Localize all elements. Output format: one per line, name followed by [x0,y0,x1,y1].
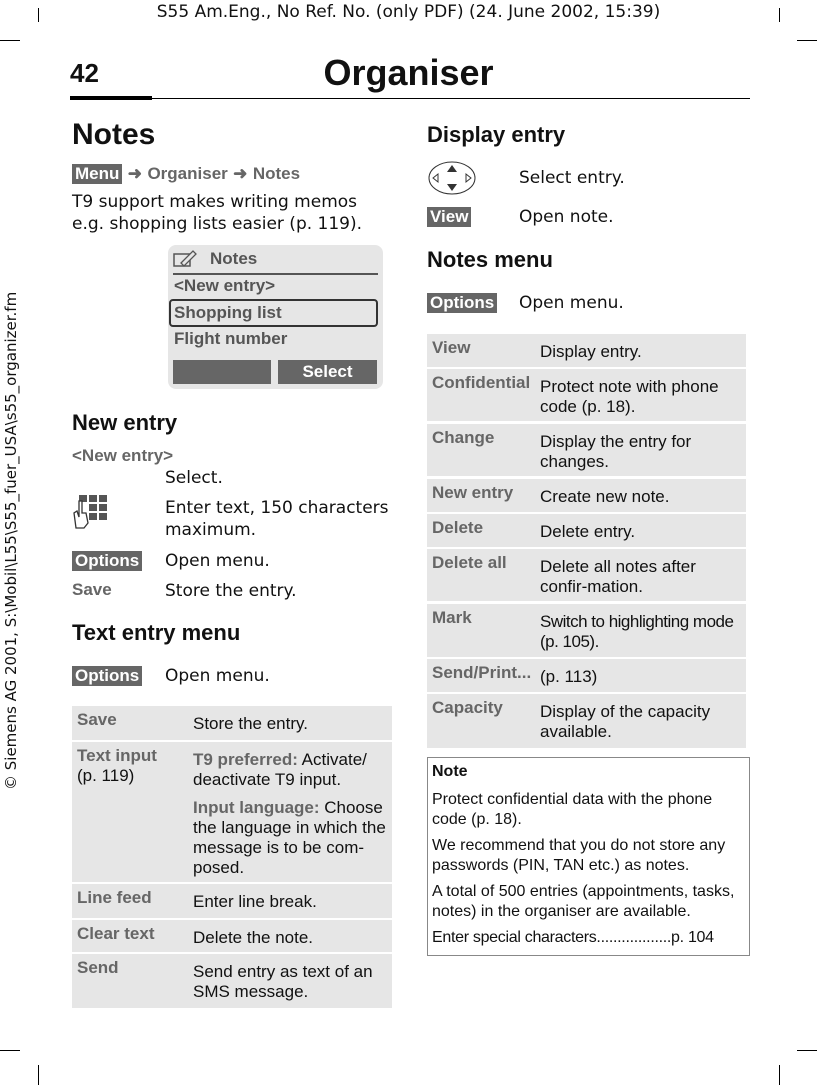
option-label: Input language: [193,798,320,817]
table-row [427,604,746,657]
softkey-left [173,360,271,384]
row-label: Line feed [77,888,152,907]
row-label: Change [432,428,495,447]
note-title: Note [432,763,468,780]
display-item: Shopping list [174,303,282,322]
note-paragraph: A total of 500 entries (appointments, tasks, notes) in the organiser are available. [432,883,735,920]
side-copyright [0,0,30,1087]
table-row [72,706,392,740]
table-row [427,479,746,512]
path-step: Organiser [147,164,228,183]
crop-mark [797,40,817,41]
display-title: Notes [210,249,258,268]
view-key: View [427,207,471,227]
row-label: Delete all [432,553,507,572]
header-rule [70,98,750,99]
crop-mark [38,1065,39,1085]
row-desc: Delete the note. [193,928,314,947]
row-label: Clear text [77,924,155,943]
note-paragraph: Enter special characters..................p. 104 [432,929,714,946]
row-label: Save [77,710,117,729]
note-box [427,757,750,956]
table-row [72,742,392,882]
row-label: Mark [432,608,472,627]
step-desc: Select entry. [519,168,625,188]
options-key: Options [427,293,497,313]
softkey-select: Select [278,360,377,384]
table-row [72,920,392,952]
table-row [427,659,746,692]
row-label: Send/Print... [432,663,532,682]
row-desc: Send entry as text of an SMS message. [193,962,373,1001]
table-row [72,884,392,918]
table-row [427,334,746,367]
row-label [77,746,157,786]
row-desc: (p. 113) [540,667,598,686]
row-label: Confidential [432,373,531,392]
display-item: Flight number [174,329,288,348]
subheading: Notes menu [427,247,553,272]
note-paragraph: Protect confidential data with the phone code (p. 18). [432,791,713,828]
note-paragraph: We recommend that you do not store any passwords (PIN, TAN etc.) as notes. [432,837,726,874]
row-desc: Enter line break. [193,892,317,911]
row-desc: Display of the capacity available. [540,702,711,741]
row-desc: Delete all notes after confir-mation. [540,557,696,596]
arrow-icon: ➜ [127,164,143,183]
menu-key: Menu [72,164,122,184]
section-heading: Notes [72,118,156,151]
row-desc: Create new note. [540,487,670,506]
page-number: 42 [70,58,99,88]
table-row [427,549,746,601]
row-label: Send [77,958,119,977]
step-desc: Enter text, 150 characters maximum. [165,498,389,540]
crop-mark [779,1065,780,1085]
row-label: View [432,338,471,357]
step-desc: Open note. [519,207,614,227]
path-step: Notes [252,164,301,183]
subheading: Text entry menu [72,620,241,645]
display-divider [173,273,378,275]
row-desc: Store the entry. [193,714,308,733]
notepad-pen-icon [173,249,193,267]
row-desc: Display entry. [540,342,642,361]
table-row [427,424,746,476]
step-desc: Open menu. [519,293,624,313]
step-desc: Select. [165,468,223,488]
menu-path [72,163,300,185]
option-label: T9 preferred: [193,750,298,769]
intro-text: T9 support makes writing memos e.g. shopping lists easier (p. 119). [72,192,363,234]
options-key: Options [72,666,142,686]
row-label: New entry [432,483,514,502]
phone-display [168,245,383,389]
table-row [72,954,392,1008]
row-label-text: Text input [77,746,157,765]
options-key: Options [72,551,142,571]
crop-mark [797,1050,817,1051]
row-desc: Delete entry. [540,522,636,541]
row-label: Delete [432,518,484,537]
step-desc: Store the entry. [165,581,297,601]
table-row [427,369,746,421]
table-row [427,694,746,748]
row-label: Capacity [432,698,503,717]
row-desc: Protect note with phone code (p. 18). [540,377,719,416]
table-row [427,514,746,547]
step-desc: Open menu. [165,551,270,571]
print-info: S55 Am.Eng., No Ref. No. (only PDF) (24. June 2002, 15:39) [156,2,661,22]
new-entry-label: <New entry> [72,446,174,465]
subheading: New entry [72,410,178,435]
save-key: Save [72,580,112,599]
row-desc: Display the entry for changes. [540,432,692,471]
display-item: <New entry> [174,276,276,295]
option-desc: Choose the language in which the message is to be com-posed. [193,798,386,877]
arrow-icon: ➜ [233,164,248,183]
row-desc: Switch to highlighting mode (p. 105). [540,612,734,651]
keypad-hand-icon [72,495,110,533]
row-label-ref: (p. 119) [77,766,135,785]
page-title: Organiser [323,52,494,93]
navigation-key-icon [427,160,477,200]
side-copyright-text: © Siemens AG 2001, S:\Mobil\L55\S55_fuer_USA\s55_organizer.fm [2,291,20,790]
notes-menu-table [427,334,746,748]
option-desc: Activate/ deactivate T9 input. [193,750,367,789]
subheading: Display entry [427,122,566,147]
text-entry-menu-table [72,706,392,1008]
step-desc: Open menu. [165,666,270,686]
